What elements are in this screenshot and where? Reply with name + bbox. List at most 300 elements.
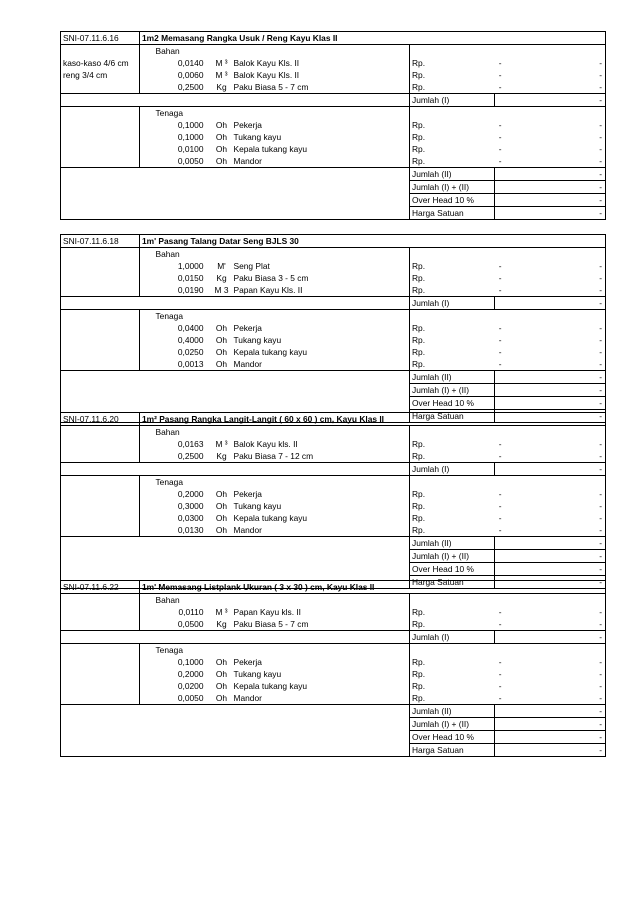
summary-label: Over Head 10 %	[410, 194, 495, 207]
unit: M'	[217, 260, 226, 271]
description: Tukang kayu	[233, 500, 282, 511]
coefficient: 0,0140	[177, 57, 204, 68]
section-label-tenaga: Tenaga	[154, 107, 410, 120]
currency: Rp.	[410, 322, 495, 334]
currency: Rp.	[410, 606, 495, 618]
spacer	[140, 272, 154, 284]
line-total: -	[508, 692, 606, 705]
summary-value: -	[508, 168, 606, 181]
coefficient: 0,0200	[177, 680, 204, 691]
unit-price: -	[498, 656, 502, 667]
unit-price: -	[498, 500, 502, 511]
coefficient: 0,0100	[177, 143, 204, 154]
description: Pekerja	[233, 488, 262, 499]
line-total: -	[508, 272, 606, 284]
coefficient: 0,2500	[177, 81, 204, 92]
material-row	[61, 272, 606, 284]
section-label-bahan: Bahan	[155, 248, 180, 259]
blank	[508, 248, 606, 261]
description: Kepala tukang kayu	[233, 143, 308, 154]
line-total: -	[508, 334, 606, 346]
section-label-bahan: Bahan	[155, 426, 180, 437]
blank	[61, 476, 140, 489]
line-total: -	[508, 322, 606, 334]
description: Paku Biasa 7 - 12 cm	[233, 450, 314, 461]
blank	[495, 744, 508, 757]
description: Balok Kayu Kls. II	[233, 69, 300, 80]
material-row	[61, 81, 606, 94]
material-row	[61, 438, 606, 450]
blank	[410, 45, 508, 58]
blank	[495, 194, 508, 207]
coefficient: 0,0163	[177, 438, 204, 449]
blank	[61, 155, 140, 168]
spacer	[140, 57, 154, 69]
blank	[495, 705, 508, 718]
item-code: SNI-07.11.6.18	[61, 235, 140, 248]
unit: Oh	[215, 119, 228, 130]
line-total: -	[508, 606, 606, 618]
line-total: -	[508, 358, 606, 371]
spacer	[140, 524, 154, 537]
summary-value: -	[508, 550, 606, 563]
unit-price: -	[498, 81, 502, 92]
bahan-label-row	[61, 45, 606, 58]
labor-row	[61, 488, 606, 500]
coefficient: 0,0300	[177, 512, 204, 523]
tenaga-label-row	[61, 107, 606, 120]
spacer	[140, 119, 154, 131]
blank	[495, 384, 508, 397]
labor-row	[61, 668, 606, 680]
currency: Rp.	[410, 680, 495, 692]
unit-price: -	[498, 272, 502, 283]
item-title: 1m2 Memasang Rangka Usuk / Reng Kayu Klas II	[140, 32, 508, 45]
subtotal-label: Jumlah (I)	[410, 297, 495, 310]
spacer	[140, 512, 154, 524]
item-title: 1m² Pasang Rangka Langit-Langit ( 60 x 60 ) cm, Kayu Klas II	[140, 413, 508, 426]
line-total: -	[508, 69, 606, 81]
currency: Rp.	[410, 272, 495, 284]
coefficient: 0,2000	[177, 668, 204, 679]
description: Kepala tukang kayu	[233, 346, 308, 357]
summary-value: -	[508, 563, 606, 576]
header-blank	[508, 581, 606, 594]
currency: Rp.	[410, 488, 495, 500]
unit: Oh	[215, 488, 228, 499]
unit-price: -	[498, 668, 502, 679]
unit-price: -	[498, 131, 502, 142]
coefficient: 0,0150	[177, 272, 204, 283]
unit: Oh	[215, 656, 228, 667]
blank	[61, 346, 140, 358]
unit: Oh	[215, 322, 228, 333]
material-row	[61, 57, 606, 69]
description: Mandor	[233, 692, 262, 703]
description: Tukang kayu	[233, 668, 282, 679]
currency: Rp.	[410, 358, 495, 371]
currency: Rp.	[410, 334, 495, 346]
summary-row	[61, 168, 606, 181]
material-row	[61, 69, 606, 81]
summary-label: Jumlah (I) + (II)	[410, 718, 495, 731]
unit: Oh	[215, 680, 228, 691]
spacer	[140, 500, 154, 512]
note-cell	[61, 426, 140, 439]
blank	[61, 500, 140, 512]
subtotal-row	[61, 94, 606, 107]
line-total: -	[508, 500, 606, 512]
analysis-block	[60, 412, 606, 589]
currency: Rp.	[410, 500, 495, 512]
unit: Oh	[215, 512, 228, 523]
item-code: SNI-07.11.6.20	[61, 413, 140, 426]
blank	[61, 631, 410, 644]
spacer	[140, 426, 154, 439]
blank	[410, 248, 508, 261]
material-row	[61, 618, 606, 631]
unit: Oh	[215, 155, 228, 166]
coefficient: 0,1000	[177, 119, 204, 130]
coefficient: 0,0110	[178, 606, 204, 617]
labor-row	[61, 143, 606, 155]
spacer	[140, 143, 154, 155]
line-total: -	[508, 488, 606, 500]
unit-price: -	[498, 260, 502, 271]
spacer	[140, 334, 154, 346]
line-total: -	[508, 680, 606, 692]
line-total: -	[508, 668, 606, 680]
labor-row	[61, 680, 606, 692]
spacer	[140, 69, 154, 81]
summary-value: -	[508, 537, 606, 550]
spacer	[140, 346, 154, 358]
unit-price: -	[498, 606, 502, 617]
item-code: SNI-07.11.6.22	[61, 581, 140, 594]
summary-label: Jumlah (II)	[410, 705, 495, 718]
unit-price: -	[498, 119, 502, 130]
block-header-row	[61, 235, 606, 248]
coefficient: 0,2000	[177, 488, 204, 499]
currency: Rp.	[410, 143, 495, 155]
unit: Kg	[216, 272, 227, 283]
section-label-bahan: Bahan	[155, 594, 180, 605]
unit: Kg	[216, 618, 227, 629]
coefficient: 0,0013	[177, 358, 204, 369]
header-blank	[508, 235, 606, 248]
coefficient: 0,2500	[177, 450, 204, 461]
blank	[61, 322, 140, 334]
blank	[508, 476, 606, 489]
blank	[61, 310, 140, 323]
subtotal-value: -	[508, 94, 606, 107]
blank	[61, 168, 410, 220]
unit-price: -	[498, 334, 502, 345]
summary-value: -	[508, 371, 606, 384]
currency: Rp.	[410, 438, 495, 450]
subtotal-row	[61, 631, 606, 644]
bahan-label-row	[61, 248, 606, 261]
line-total: -	[508, 656, 606, 668]
description: Papan Kayu kls. II	[233, 606, 302, 617]
material-note	[61, 618, 140, 631]
line-total: -	[508, 155, 606, 168]
analysis-block	[60, 234, 606, 423]
currency: Rp.	[410, 656, 495, 668]
labor-row	[61, 500, 606, 512]
blank	[410, 426, 508, 439]
blank	[495, 550, 508, 563]
material-row	[61, 260, 606, 272]
coefficient: 0,0400	[177, 322, 204, 333]
blank	[410, 594, 508, 607]
labor-row	[61, 131, 606, 143]
description: Balok Kayu Kls. II	[233, 57, 300, 68]
spacer	[140, 656, 154, 668]
description: Kepala tukang kayu	[233, 680, 308, 691]
material-row	[61, 606, 606, 618]
summary-label: Over Head 10 %	[410, 397, 495, 410]
blank	[61, 705, 410, 757]
unit-price: -	[498, 692, 502, 703]
subtotal-label: Jumlah (I)	[410, 463, 495, 476]
spacer	[140, 488, 154, 500]
subtotal-label: Jumlah (I)	[410, 94, 495, 107]
unit: Oh	[215, 524, 228, 535]
labor-row	[61, 322, 606, 334]
summary-label: Jumlah (I) + (II)	[410, 550, 495, 563]
spacer	[140, 310, 154, 323]
blank	[508, 426, 606, 439]
summary-value: -	[508, 207, 606, 220]
blank	[61, 488, 140, 500]
spacer	[140, 131, 154, 143]
spacer	[140, 668, 154, 680]
unit-price: -	[498, 284, 502, 295]
unit: Kg	[216, 450, 227, 461]
currency: Rp.	[410, 668, 495, 680]
blank	[495, 397, 508, 410]
blank	[61, 680, 140, 692]
blank	[410, 644, 508, 657]
unit: Oh	[215, 358, 228, 369]
tenaga-label-row	[61, 644, 606, 657]
description: Balok Kayu kls. II	[233, 438, 298, 449]
subtotal-value: -	[508, 463, 606, 476]
currency: Rp.	[410, 284, 495, 297]
currency: Rp.	[410, 618, 495, 631]
blank	[495, 731, 508, 744]
unit-price: -	[498, 450, 502, 461]
blank	[495, 207, 508, 220]
description: Tukang kayu	[233, 334, 282, 345]
labor-row	[61, 656, 606, 668]
blank	[61, 143, 140, 155]
unit-price: -	[498, 69, 502, 80]
unit: M ³	[215, 438, 228, 449]
blank	[61, 119, 140, 131]
description: Tukang kayu	[233, 131, 282, 142]
unit-price: -	[498, 358, 502, 369]
coefficient: 0,1000	[177, 131, 204, 142]
unit: Oh	[215, 668, 228, 679]
currency: Rp.	[410, 450, 495, 463]
spacer	[140, 284, 154, 297]
summary-value: -	[508, 576, 606, 589]
description: Pekerja	[233, 656, 262, 667]
description: Mandor	[233, 358, 262, 369]
labor-row	[61, 119, 606, 131]
blank	[61, 131, 140, 143]
section-label-tenaga: Tenaga	[154, 644, 410, 657]
blank	[508, 45, 606, 58]
summary-value: -	[508, 194, 606, 207]
currency: Rp.	[410, 69, 495, 81]
labor-row	[61, 692, 606, 705]
blank	[495, 181, 508, 194]
line-total: -	[508, 131, 606, 143]
subtotal-value: -	[508, 631, 606, 644]
blank	[495, 718, 508, 731]
blank	[61, 524, 140, 537]
description: Paku Biasa 5 - 7 cm	[233, 81, 309, 92]
blank	[508, 594, 606, 607]
unit: Kg	[216, 81, 227, 92]
spacer	[140, 45, 154, 58]
line-total: -	[508, 143, 606, 155]
unit-price: -	[498, 680, 502, 691]
unit: Oh	[215, 500, 228, 511]
spacer	[140, 107, 154, 120]
tenaga-label-row	[61, 476, 606, 489]
material-note	[61, 438, 140, 450]
summary-row	[61, 371, 606, 384]
blank	[495, 168, 508, 181]
summary-label: Jumlah (II)	[410, 537, 495, 550]
subtotal-value: -	[508, 297, 606, 310]
subtotal-row	[61, 297, 606, 310]
blank	[508, 644, 606, 657]
unit: Oh	[215, 143, 228, 154]
coefficient: 0,0500	[177, 618, 204, 629]
blank	[495, 371, 508, 384]
coefficient: 0,0250	[177, 346, 204, 357]
summary-row	[61, 537, 606, 550]
material-row	[61, 450, 606, 463]
unit-price: -	[498, 438, 502, 449]
currency: Rp.	[410, 81, 495, 94]
summary-value: -	[508, 410, 606, 423]
unit-price: -	[498, 155, 502, 166]
block-header-row	[61, 32, 606, 45]
blank	[495, 94, 508, 107]
currency: Rp.	[410, 57, 495, 69]
coefficient: 0,0130	[177, 524, 204, 535]
note-cell	[61, 594, 140, 607]
spacer	[140, 260, 154, 272]
line-total: -	[508, 57, 606, 69]
subtotal-row	[61, 463, 606, 476]
blank	[61, 644, 140, 657]
block-header-row	[61, 581, 606, 594]
bahan-label-row	[61, 426, 606, 439]
material-note	[61, 450, 140, 463]
spacer	[140, 450, 154, 463]
currency: Rp.	[410, 512, 495, 524]
spacer	[140, 680, 154, 692]
description: Kepala tukang kayu	[233, 512, 308, 523]
material-note: kaso-kaso 4/6 cm	[61, 57, 140, 69]
unit-price: -	[498, 143, 502, 154]
header-blank	[508, 32, 606, 45]
spacer	[140, 322, 154, 334]
summary-value: -	[508, 744, 606, 757]
header-blank	[508, 413, 606, 426]
spacer	[140, 358, 154, 371]
coefficient: 0,0060	[177, 69, 204, 80]
summary-label: Harga Satuan	[410, 207, 495, 220]
line-total: -	[508, 346, 606, 358]
blank	[495, 631, 508, 644]
unit: Oh	[215, 131, 228, 142]
description: Mandor	[233, 155, 262, 166]
blank	[410, 107, 508, 120]
unit-price: -	[498, 618, 502, 629]
block-header-row	[61, 413, 606, 426]
summary-label: Over Head 10 %	[410, 731, 495, 744]
description: Seng Plat	[233, 260, 270, 271]
unit-price: -	[498, 346, 502, 357]
summary-label: Over Head 10 %	[410, 563, 495, 576]
item-code: SNI-07.11.6.16	[61, 32, 140, 45]
labor-row	[61, 334, 606, 346]
currency: Rp.	[410, 524, 495, 537]
line-total: -	[508, 450, 606, 463]
blank	[410, 310, 508, 323]
blank	[508, 107, 606, 120]
labor-row	[61, 358, 606, 371]
description: Papan Kayu Kls. II	[233, 284, 303, 295]
note-cell	[61, 248, 140, 261]
blank	[61, 334, 140, 346]
currency: Rp.	[410, 131, 495, 143]
material-note: reng 3/4 cm	[61, 69, 140, 81]
blank	[61, 512, 140, 524]
unit-price: -	[498, 57, 502, 68]
labor-row	[61, 346, 606, 358]
labor-row	[61, 155, 606, 168]
note-cell	[61, 45, 140, 58]
currency: Rp.	[410, 155, 495, 168]
line-total: -	[508, 512, 606, 524]
labor-row	[61, 524, 606, 537]
line-total: -	[508, 284, 606, 297]
blank	[61, 668, 140, 680]
analysis-block	[60, 31, 606, 220]
coefficient: 1,0000	[177, 260, 204, 271]
summary-label: Harga Satuan	[410, 744, 495, 757]
material-row	[61, 284, 606, 297]
blank	[495, 563, 508, 576]
coefficient: 0,4000	[177, 334, 204, 345]
coefficient: 0,0190	[177, 284, 204, 295]
description: Paku Biasa 3 - 5 cm	[233, 272, 309, 283]
unit-price: -	[498, 322, 502, 333]
blank	[495, 537, 508, 550]
description: Paku Biasa 5 - 7 cm	[233, 618, 309, 629]
material-note	[61, 81, 140, 94]
section-label-tenaga: Tenaga	[154, 310, 410, 323]
